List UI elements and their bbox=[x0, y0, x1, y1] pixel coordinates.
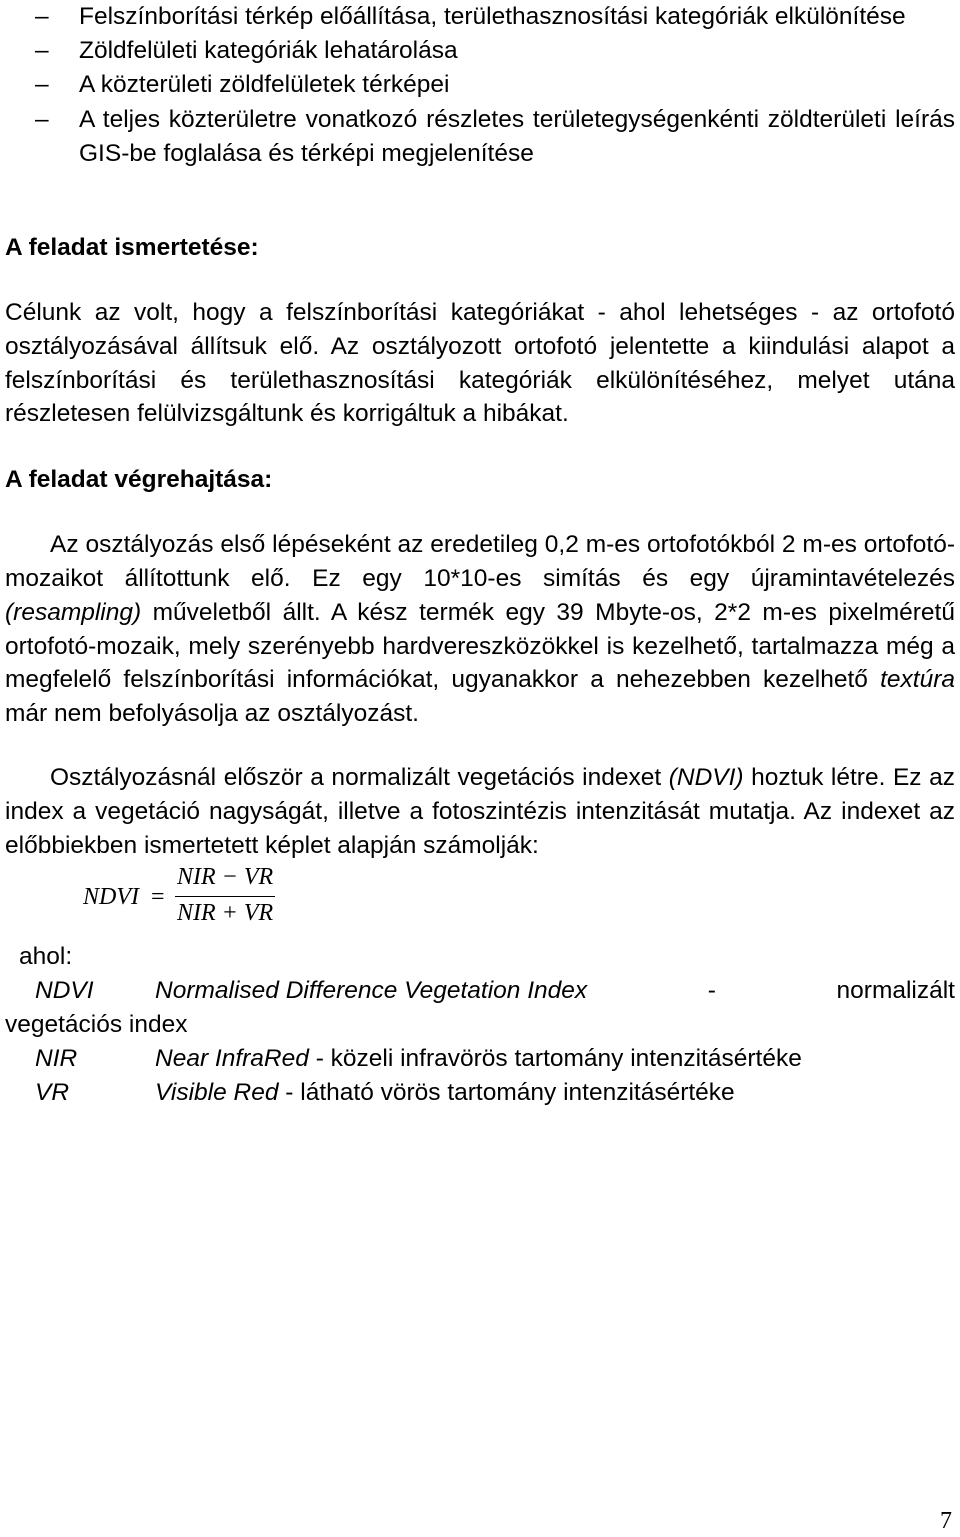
fraction-bar bbox=[175, 896, 275, 897]
execution-paragraph-1: Az osztályozás első lépéseként az eredetileg 0,2 m-es ortofotókból 2 m-es ortofotó-mozaikot állítottunk elő. Ez egy 10*10-es simítás és egy újramintavételezés (resampling) műveletből állt. A kész termék egy 39 Mbyte-os, 2*2 m-es pixelméretű ortofotó-mozaik, mely szerényebb hardvereszközökkel is kezelhető, tartalmazza még a megfelelő felszínborítási információkat, ugyanakkor a nehezebben kezelhető textúra már nem befolyásolja az osztályozást. bbox=[5, 531, 955, 728]
definition-abbr: NDVI bbox=[35, 977, 94, 1005]
definition-full: Normalised Difference Vegetation Index bbox=[155, 977, 588, 1005]
description-paragraph: Célunk az volt, hogy a felszínborítási kategóriákat - ahol lehetséges - az ortofotó osztályozásával állítsuk elő. Az osztályozott ortofotó jelentette a kiindulási alapot a felszínborítási és területhasznosítási kategóriák elkülönítéséhez, melyet utána részletesen felülvizsgáltunk és korrigáltuk a hibákat. bbox=[5, 299, 955, 428]
section-heading-description: A feladat ismertetése: bbox=[5, 234, 259, 262]
list-item: – Zöldfelületi kategóriák lehatárolása bbox=[5, 34, 955, 68]
definition-nir bbox=[5, 1042, 955, 1076]
formula-lhs: NDVI bbox=[83, 884, 139, 911]
list-item: – A közterületi zöldfelületek térképei bbox=[5, 68, 955, 102]
definitions-block bbox=[5, 940, 955, 1110]
dash-icon: – bbox=[35, 3, 49, 30]
definition-ndvi bbox=[5, 974, 955, 1008]
definition-full: Near InfraRed bbox=[155, 1045, 309, 1073]
list-item: – A teljes közterületre vonatkozó részletes területegységenkénti zöldterületi leírás GIS-be foglalása és térképi megjelenítése bbox=[5, 103, 955, 171]
definition-abbr: VR bbox=[35, 1079, 70, 1107]
document-page bbox=[5, 0, 955, 1110]
execution-paragraph-2: Osztályozásnál először a normalizált vegetációs indexet (NDVI) hoztuk létre. Ez az index a vegetáció nagyságát, illetve a fotoszintézis intenzitását mutatja. Az indexet az előbbiekben ismertetett képlet alapján számolják: bbox=[5, 763, 955, 859]
formula-numerator: NIR − VR bbox=[177, 864, 274, 891]
section-heading-execution: A feladat végrehajtása: bbox=[5, 466, 273, 494]
ndvi-formula bbox=[5, 864, 955, 928]
definitions-label: ahol: bbox=[19, 943, 73, 971]
list-item: – Felszínborítási térkép előállítása, területhasznosítási kategóriák elkülönítése bbox=[5, 0, 955, 34]
definition-desc: - látható vörös tartomány intenzitásértéke bbox=[278, 1079, 735, 1107]
formula-equals: = bbox=[151, 884, 165, 911]
definition-abbr: NIR bbox=[35, 1045, 78, 1073]
dash-icon: – bbox=[35, 71, 49, 99]
page-number: 7 bbox=[940, 1508, 952, 1534]
definition-full: Visible Red bbox=[155, 1079, 279, 1107]
dash-icon: – bbox=[35, 105, 49, 133]
definition-desc: - közeli infravörös tartomány intenzitásértéke bbox=[308, 1045, 802, 1073]
definition-sep: - bbox=[707, 977, 716, 1005]
dash-icon: – bbox=[35, 37, 49, 65]
definition-desc: normalizált bbox=[836, 977, 955, 1005]
bullet-list bbox=[5, 0, 955, 171]
definition-vr bbox=[5, 1076, 955, 1110]
definition-ndvi-continued: vegetációs index bbox=[5, 1011, 188, 1039]
formula-denominator: NIR + VR bbox=[177, 900, 274, 927]
